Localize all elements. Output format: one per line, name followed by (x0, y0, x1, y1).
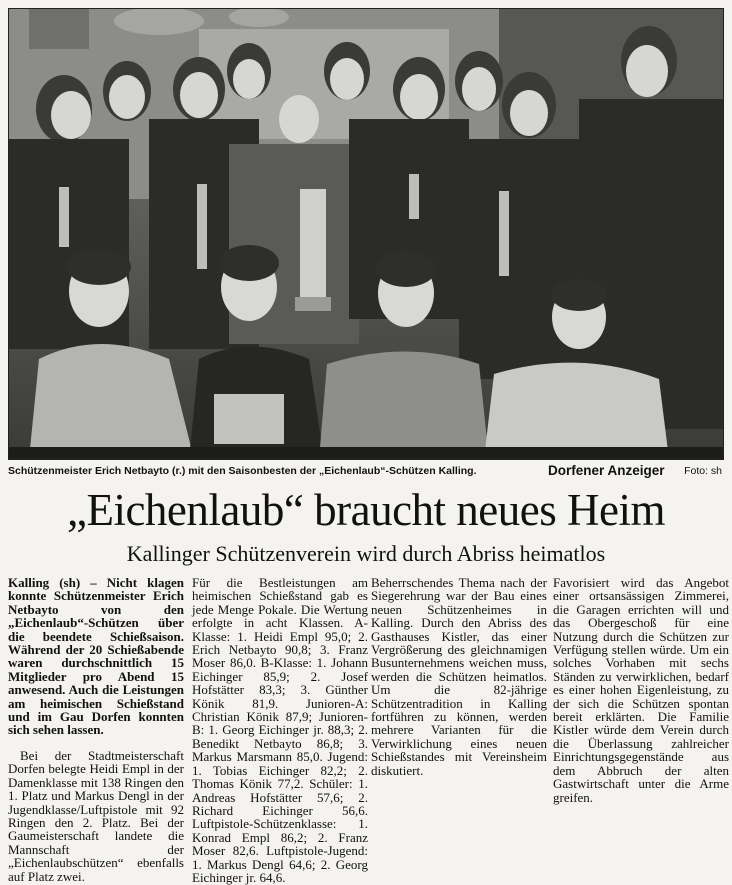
group-photo (8, 8, 724, 460)
caption-text: Schützenmeister Erich Netbayto (r.) mit den Saisonbesten der „Eichenlaub“-Schützen Kalling. (8, 465, 477, 477)
photo-credit: Foto: sh (684, 465, 722, 477)
subheadline: Kallinger Schützenverein wird durch Abriss heimatlos (126, 541, 606, 566)
article-column-3 (371, 576, 547, 777)
article-lead: Kalling (sh) – Nicht klagen konnte Schützenmeister Erich Netbayto von den „Eichenlaub“-Schützen über die beendete Schießsaison. Während der 20 Schießabende waren durchschnittlich 15 Mitglieder pro Abend 15 anwesend. Auch die Leistungen am heimischen Schießstand und im Gau Dorfen konnten sich sehen lassen. (8, 575, 184, 738)
photo-caption (8, 462, 722, 480)
photo-scene (9, 9, 723, 459)
article-paragraph-1: Bei der Stadtmeisterschaft Dorfen belegte Heidi Empl in der Damenklasse mit 138 Ringen den 1. Platz und Markus Dengl in der Jugendklasse/Luftpistole mit 92 Ringen den 2. Platz. Bei der Gaumeisterschaft landete die Mannschaft der „Eichenlaubschützen“ ebenfalls auf Platz zwei. (8, 747, 184, 884)
article-column-1 (8, 576, 184, 883)
article-column-4 (553, 576, 729, 804)
article-paragraph-2: Für die Bestleistungen am heimischen Schießstand gab es jede Menge Pokale. Die Wertung erfolgte in acht Klassen. A-Klasse: 1. Heidi Empl 95,0; 2. Erich Netbayto 90,8; 3. Franz Moser 86,0. B-Klasse: 1. Johann Eichinger 85,9; 2. Josef Hofstätter 83,3; 3. Günther Könik 81,9. Junioren-A: Christian Könik 87,9; Junioren-B: 1. Georg Eichinger jr. 88,3; 2. Benedikt Netbayto 86,8; 3. Markus Marsmann 85,0. Jugend: 1. Tobias Eichinger 82,2; 2. Thomas Könik 77,2. Schüler: 1. Andreas Hofstätter 57,6; 2. Richard Eichinger 56,6. Luftpistole-Schützenklasse: 1. Konrad Empl 86,2; 2. Franz Moser 82,6. Luftpistole-Jugend: 1. Markus Dengl 64,6; 2. Georg Eichinger jr. 64,6. (192, 575, 368, 885)
newspaper-name: Dorfener Anzeiger (548, 463, 665, 478)
article-paragraph-4: Favorisiert wird das Angebot einer ortsansässigen Zimmerei, die Garagen errichten will und das Obergeschoß für eine Nutzung durch die Schützen zur Verfügung stellen würde. Um ein solches Vorhaben mit sechs Ständen zu verwirklichen, bedarf es einer hohen Eigenleistung, zu der sich die Schützen spontan bereit erklärten. Die Familie Kistler würde dem Verein durch die Überlassung zahlreicher Einrichtungsgegenstände aus dem Abbruch der alten Gastwirtschaft unter die Arme greifen. (553, 575, 729, 805)
article-column-2 (192, 576, 368, 884)
article-paragraph-3: Beherrschendes Thema nach der Siegerehrung war der Bau eines neuen Schützenheimes in Kalling. Durch den Abriss des Gasthauses Kistler, das einer Vergrößerung des gleichnamigen Busunternehmens weichen muss, werden die Schützen heimatlos. Um die 82-jährige Schützentradition in Kalling fortführen zu können, werden mehrere Varianten für die Verwirklichung eines neuen Schießstandes mit Vereinsheim diskutiert. (371, 575, 547, 778)
headline: „Eichenlaub“ braucht neues Heim (67, 485, 665, 535)
